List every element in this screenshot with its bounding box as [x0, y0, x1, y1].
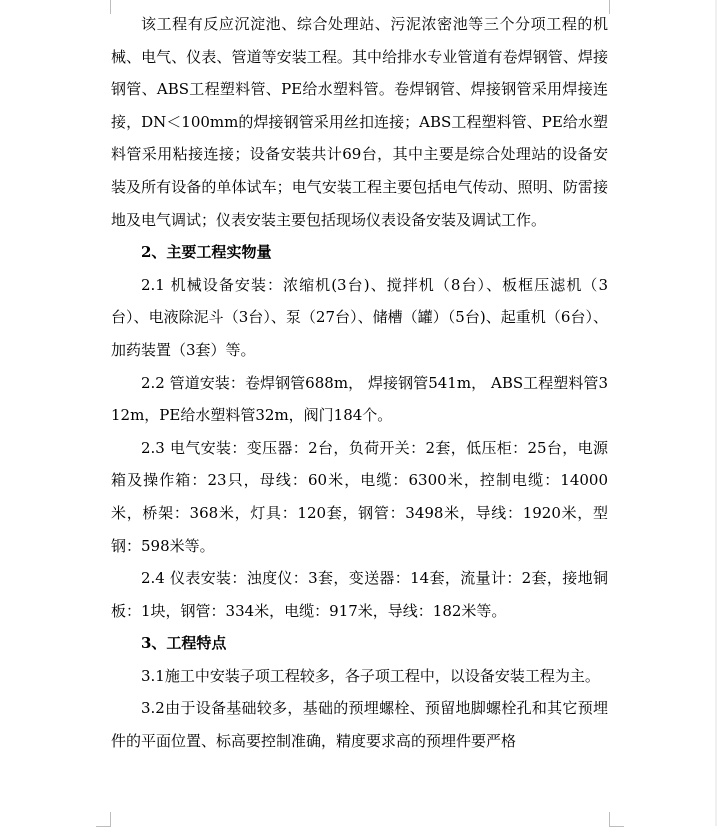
margin-corner-mark: [96, 812, 111, 827]
paragraph-feature-1: 3.1施工中安装子项工程较多，各子项工程中，以设备安装工程为主。: [141, 666, 600, 685]
paragraph-piping: 2.2 管道安装：卷焊钢管688m， 焊接钢管541m， ABS工程塑料管312m，PE给水塑料管32m，阀门184个。: [111, 373, 608, 425]
paragraph-feature-2: 3.2由于设备基础较多，基础的预埋螺栓、预留地脚螺栓孔和其它预埋件的平面位置、标高要控制准确，精度要求高的预埋件要严格: [111, 699, 608, 751]
heading-main-quantities: 2、主要工程实物量: [141, 243, 272, 262]
margin-corner-mark: [609, 812, 624, 827]
margin-corner-mark: [96, 0, 111, 14]
margin-corner-mark: [609, 0, 624, 14]
heading-features: 3、工程特点: [141, 634, 227, 653]
document-body[interactable]: [111, 8, 608, 758]
paragraph-mechanical: 2.1 机械设备安装：浓缩机(3台)、搅拌机（8台）、板框压滤机（3台）、电液除泥斗（3台）、泵（27台）、储槽（罐）（5台)、起重机（6台）、加药装置（3套）等。: [111, 275, 608, 359]
paragraph-instrument: 2.4 仪表安装：浊度仪：3套，变送器：14套，流量计：2套，接地铜板：1块，钢管：334米，电缆：917米，导线：182米等。: [111, 569, 608, 620]
paragraph-overview: 该工程有反应沉淀池、综合处理站、污泥浓密池等三个分项工程的机械、电气、仪表、管道等安装工程。其中给排水专业管道有卷焊钢管、焊接钢管、ABS工程塑料管、PE给水塑料管。卷焊钢管、焊接钢管采用焊接连接，DN＜100mm的焊接钢管采用丝扣连接；ABS工程塑料管、PE给水塑料管采用粘接连接；设备安装共计69台，其中主要是综合处理站的设备安装及所有设备的单体试车；电气安装工程主要包括电气传动、照明、防雷接地及电气调试；仪表安装主要包括现场仪表设备安装及调试工作。: [111, 15, 608, 229]
paragraph-electrical: 2.3 电气安装：变压器：2台，负荷开关：2套，低压柜：25台，电源箱及操作箱：23只，母线：60米，电缆：6300米，控制电缆：14000米，桥架：368米，灯具：120套，钢管：3498米，导线：1920米，型钢：598米等。: [111, 438, 608, 555]
